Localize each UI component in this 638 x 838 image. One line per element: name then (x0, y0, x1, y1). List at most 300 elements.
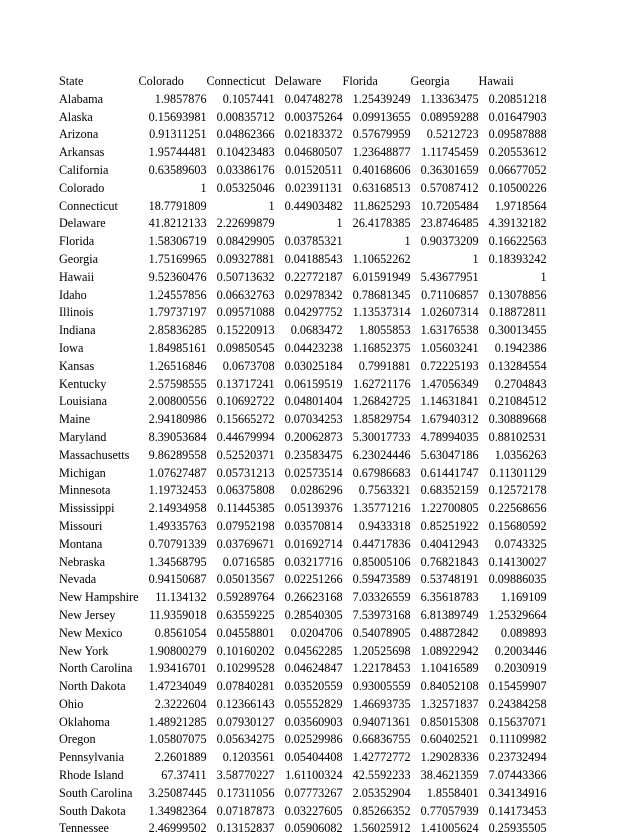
value-cell: 0.15220913 (216, 323, 275, 338)
value-cell: 0.04558801 (216, 625, 275, 640)
value-cell: 0.2003446 (494, 643, 547, 658)
value-cell: 1.46693735 (352, 696, 411, 711)
value-cell: 0.04423238 (284, 340, 343, 355)
value-cell: 2.57598555 (148, 376, 207, 391)
value-cell: 1.05807075 (148, 732, 207, 747)
value-cell: 0.2030919 (494, 661, 547, 676)
table-row (59, 429, 547, 447)
state-name-cell: Hawaii (59, 269, 95, 284)
table-row (59, 607, 547, 625)
table-row (59, 714, 547, 732)
value-cell: 0.0683472 (290, 323, 343, 338)
value-cell: 0.34134916 (488, 785, 547, 800)
table-row (59, 251, 547, 269)
value-cell: 0.03520559 (284, 679, 343, 694)
value-cell: 1.58306719 (148, 234, 207, 249)
state-name-cell: New Hampshire (59, 590, 139, 605)
value-cell: 0.0716585 (222, 554, 275, 569)
table-row (59, 643, 547, 661)
state-name-cell: Nebraska (59, 554, 106, 569)
state-name-cell: New Jersey (59, 607, 116, 622)
table-row (59, 625, 547, 643)
value-cell: 0.59289764 (216, 590, 275, 605)
state-name-cell: Pennsylvania (59, 750, 124, 765)
table-row (59, 340, 547, 358)
value-cell: 0.09850545 (216, 340, 275, 355)
value-cell: 0.04624847 (284, 661, 343, 676)
state-name-cell: Mississippi (59, 501, 115, 516)
value-cell: 0.11445385 (217, 501, 275, 516)
table-row (59, 358, 547, 376)
value-cell: 0.44679994 (216, 429, 275, 444)
value-cell: 0.13284554 (488, 358, 547, 373)
value-cell: 0.14130027 (488, 554, 547, 569)
value-cell: 0.40168606 (352, 162, 411, 177)
value-cell: 0.07034253 (284, 412, 343, 427)
value-cell: 0.07840281 (216, 679, 275, 694)
value-cell: 3.25087445 (148, 785, 207, 800)
state-name-cell: Missouri (59, 518, 103, 533)
value-cell: 0.1203561 (222, 750, 275, 765)
value-cell: 1 (200, 180, 207, 195)
value-cell: 1.67940312 (420, 412, 479, 427)
table-row (59, 144, 547, 162)
value-cell: 0.61441747 (420, 465, 479, 480)
value-cell: 7.03326559 (352, 590, 411, 605)
table-body (59, 91, 547, 838)
value-cell: 1 (472, 251, 479, 266)
value-cell: 41.8212133 (148, 216, 207, 231)
table-row (59, 322, 547, 340)
state-name-cell: Colorado (59, 180, 105, 195)
value-cell: 42.5592233 (352, 768, 411, 783)
state-name-cell: New York (59, 643, 109, 658)
value-cell: 0.7563321 (358, 483, 411, 498)
value-cell: 0.91311251 (149, 127, 207, 142)
state-name-cell: Kansas (59, 358, 95, 373)
value-cell: 1.24557856 (148, 287, 207, 302)
value-cell: 5.63047186 (420, 447, 479, 462)
value-cell: 0.08429905 (216, 234, 275, 249)
value-cell: 1.29028336 (420, 750, 479, 765)
value-cell: 2.94180986 (148, 412, 207, 427)
value-cell: 0.05013567 (216, 572, 275, 587)
value-cell: 0.10500226 (488, 180, 547, 195)
column-header-florida: Florida (342, 74, 378, 88)
value-cell: 0.18872811 (489, 305, 547, 320)
value-cell: 0.05731213 (216, 465, 275, 480)
value-cell: 23.8746485 (420, 216, 479, 231)
value-cell: 0.09571088 (216, 305, 275, 320)
value-cell: 0.14173453 (488, 803, 547, 818)
value-cell: 0.2704843 (494, 376, 547, 391)
value-cell: 0.15459907 (488, 679, 547, 694)
table-row (59, 91, 547, 109)
state-name-cell: Georgia (59, 251, 99, 266)
value-cell: 0.90373209 (420, 234, 479, 249)
value-cell: 1.16852375 (352, 340, 411, 355)
table-row (59, 287, 547, 305)
value-cell: 2.14934958 (148, 501, 207, 516)
value-cell: 4.39132182 (488, 216, 547, 231)
value-cell: 1.9857876 (154, 91, 207, 106)
state-name-cell: Massachusetts (59, 447, 130, 462)
value-cell: 0.04562285 (284, 643, 343, 658)
value-cell: 0.88102531 (488, 429, 547, 444)
state-name-cell: Nevada (59, 572, 97, 587)
state-name-cell: Arkansas (59, 145, 105, 160)
table-row (59, 518, 547, 536)
value-cell: 0.8561054 (154, 625, 207, 640)
table-row (59, 233, 547, 251)
column-header-connecticut: Connecticut (206, 74, 266, 88)
value-cell: 1.62721176 (353, 376, 411, 391)
value-cell: 0.04680507 (284, 145, 343, 160)
value-cell: 0.00835712 (216, 109, 275, 124)
table-row (59, 803, 547, 821)
value-cell: 0.05404408 (284, 750, 343, 765)
state-name-cell: Maine (59, 412, 91, 427)
value-cell: 0.57087412 (420, 180, 479, 195)
value-cell: 9.86289558 (148, 447, 207, 462)
state-name-cell: North Carolina (59, 661, 133, 676)
column-header-colorado: Colorado (138, 74, 184, 88)
table-row (59, 411, 547, 429)
table-row (59, 767, 547, 785)
value-cell: 1 (540, 269, 547, 284)
state-name-cell: South Carolina (59, 785, 133, 800)
value-cell: 5.30017733 (352, 429, 411, 444)
state-name-cell: Montana (59, 536, 103, 551)
value-cell: 0.089893 (500, 625, 547, 640)
value-cell: 1.49335763 (148, 518, 207, 533)
value-cell: 0.28540305 (284, 607, 343, 622)
value-cell: 10.7205484 (420, 198, 479, 213)
value-cell: 0.23732494 (488, 750, 547, 765)
value-cell: 0.59473589 (352, 572, 411, 587)
value-cell: 1.47234049 (148, 679, 207, 694)
value-cell: 1 (336, 216, 343, 231)
value-cell: 0.70791339 (148, 536, 207, 551)
value-cell: 1.20525698 (352, 643, 411, 658)
value-cell: 1.10652262 (352, 251, 411, 266)
value-cell: 0.94150687 (148, 572, 207, 587)
value-cell: 38.4621359 (420, 768, 479, 783)
value-cell: 0.02978342 (284, 287, 343, 302)
column-header-state: State (59, 74, 84, 88)
value-cell: 0.01647903 (488, 109, 547, 124)
value-cell: 0.53748191 (420, 572, 479, 587)
value-cell: 1.13363475 (420, 91, 479, 106)
table-row (59, 180, 547, 198)
value-cell: 1.42772772 (352, 750, 411, 765)
value-cell: 0.03025184 (284, 358, 343, 373)
value-cell: 0.03560903 (284, 714, 343, 729)
value-cell: 0.12572178 (488, 483, 547, 498)
value-cell: 0.02573514 (284, 465, 343, 480)
value-cell: 0.11109982 (489, 732, 547, 747)
value-cell: 1.02607314 (420, 305, 479, 320)
value-cell: 0.05139376 (284, 501, 343, 516)
value-cell: 0.57679959 (352, 127, 411, 142)
value-cell: 1.93416701 (148, 661, 207, 676)
column-header-delaware: Delaware (274, 74, 322, 88)
value-cell: 7.53973168 (352, 607, 411, 622)
value-cell: 0.09327881 (216, 251, 275, 266)
value-cell: 0.30889668 (488, 412, 547, 427)
value-cell: 0.10160202 (216, 643, 275, 658)
value-cell: 1 (404, 234, 411, 249)
value-cell: 0.15680592 (488, 518, 547, 533)
value-cell: 2.3222604 (154, 696, 207, 711)
value-cell: 1.41005624 (420, 821, 479, 836)
value-cell: 1.56025912 (352, 821, 411, 836)
value-cell: 1.25329664 (488, 607, 547, 622)
value-cell: 0.04297752 (284, 305, 343, 320)
value-cell: 0.00375264 (284, 109, 343, 124)
value-cell: 0.5212723 (426, 127, 479, 142)
value-cell: 0.71106857 (421, 287, 479, 302)
value-cell: 0.09886035 (488, 572, 547, 587)
state-name-cell: Iowa (59, 340, 84, 355)
state-name-cell: Minnesota (59, 483, 111, 498)
value-cell: 0.15637071 (488, 714, 547, 729)
value-cell: 1.90800279 (148, 643, 207, 658)
value-cell: 0.44903482 (284, 198, 343, 213)
table-row (59, 696, 547, 714)
value-cell: 1.08922942 (420, 643, 479, 658)
value-cell: 0.44717836 (352, 536, 411, 551)
value-cell: 0.22568656 (488, 501, 547, 516)
value-cell: 0.22772187 (284, 269, 343, 284)
state-name-cell: Maryland (59, 429, 107, 444)
value-cell: 1.14631841 (420, 394, 479, 409)
value-cell: 0.78681345 (352, 287, 411, 302)
value-cell: 0.85015308 (420, 714, 479, 729)
value-cell: 0.54078905 (352, 625, 411, 640)
table-row (59, 126, 547, 144)
value-cell: 1.26842725 (352, 394, 411, 409)
value-cell: 1.84985161 (148, 340, 207, 355)
value-cell: 1.47056349 (420, 376, 479, 391)
value-cell: 0.03227605 (284, 803, 343, 818)
value-cell: 0.09913655 (352, 109, 411, 124)
value-cell: 0.63589603 (148, 162, 207, 177)
value-cell: 1.61100324 (285, 768, 343, 783)
value-cell: 1.19732453 (148, 483, 207, 498)
value-cell: 0.02391131 (285, 180, 343, 195)
value-cell: 0.0673708 (222, 358, 275, 373)
state-name-cell: South Dakota (59, 803, 126, 818)
value-cell: 0.20062873 (284, 429, 343, 444)
value-cell: 0.63168513 (352, 180, 411, 195)
value-cell: 0.05325046 (216, 180, 275, 195)
value-cell: 0.84052108 (420, 679, 479, 694)
value-cell: 0.02529986 (284, 732, 343, 747)
value-cell: 0.93005559 (352, 679, 411, 694)
value-cell: 0.13078856 (488, 287, 547, 302)
value-cell: 1.75169965 (148, 251, 207, 266)
value-cell: 0.21084512 (488, 394, 547, 409)
value-cell: 2.05352904 (352, 785, 411, 800)
value-cell: 0.03769671 (216, 536, 275, 551)
value-cell: 0.03570814 (284, 518, 343, 533)
value-cell: 0.04188543 (284, 251, 343, 266)
value-cell: 0.08959288 (420, 109, 479, 124)
table-row (59, 304, 547, 322)
value-cell: 1.95744481 (148, 145, 207, 160)
state-name-cell: Kentucky (59, 376, 107, 391)
table-row (59, 749, 547, 767)
state-name-cell: Florida (59, 234, 95, 249)
state-name-cell: Oklahoma (59, 714, 110, 729)
table-row (59, 376, 547, 394)
value-cell: 0.94071361 (352, 714, 411, 729)
value-cell: 0.10692722 (216, 394, 275, 409)
value-cell: 1.23648877 (352, 145, 411, 160)
value-cell: 0.15693981 (148, 109, 207, 124)
value-cell: 0.85251922 (420, 518, 479, 533)
table-row (59, 589, 547, 607)
value-cell: 7.07443366 (488, 768, 547, 783)
value-cell: 1.85829754 (352, 412, 411, 427)
value-cell: 0.06677052 (488, 162, 547, 177)
value-cell: 0.23583475 (284, 447, 343, 462)
value-cell: 0.07952198 (216, 518, 275, 533)
value-cell: 0.48872842 (420, 625, 479, 640)
value-cell: 0.02251266 (284, 572, 343, 587)
value-cell: 0.66836755 (352, 732, 411, 747)
value-cell: 0.77057939 (420, 803, 479, 818)
value-cell: 0.76821843 (420, 554, 479, 569)
value-cell: 1.13537314 (352, 305, 411, 320)
value-cell: 1.48921285 (148, 714, 207, 729)
value-cell: 0.85266352 (352, 803, 411, 818)
table-row (59, 109, 547, 127)
value-cell: 6.01591949 (352, 269, 411, 284)
value-cell: 0.06159519 (284, 376, 343, 391)
value-cell: 0.20851218 (488, 91, 547, 106)
value-cell: 2.85836285 (148, 323, 207, 338)
value-cell: 0.0743325 (494, 536, 547, 551)
value-cell: 11.134132 (155, 590, 207, 605)
value-cell: 26.4178385 (352, 216, 411, 231)
value-cell: 0.12366143 (216, 696, 275, 711)
value-cell: 6.81389749 (420, 607, 479, 622)
value-cell: 6.35618783 (420, 590, 479, 605)
value-cell: 0.36301659 (420, 162, 479, 177)
value-cell: 0.63559225 (216, 607, 275, 622)
value-cell: 1.63176538 (420, 323, 479, 338)
value-cell: 1.9718564 (494, 198, 547, 213)
table-row (59, 660, 547, 678)
value-cell: 0.03217716 (284, 554, 343, 569)
value-cell: 0.15665272 (216, 412, 275, 427)
value-cell: 0.01692714 (284, 536, 343, 551)
table-row (59, 465, 547, 483)
value-cell: 6.23024446 (352, 447, 411, 462)
value-cell: 3.58770227 (216, 768, 275, 783)
value-cell: 8.39053684 (148, 429, 207, 444)
state-name-cell: Louisiana (59, 394, 108, 409)
value-cell: 0.1942386 (494, 340, 547, 355)
value-cell: 0.1057441 (222, 91, 275, 106)
value-cell: 9.52360476 (148, 269, 207, 284)
table-row (59, 785, 547, 803)
table-row (59, 447, 547, 465)
value-cell: 1.0356263 (494, 447, 547, 462)
state-name-cell: Indiana (59, 323, 96, 338)
value-cell: 0.05906082 (284, 821, 343, 836)
state-name-cell: North Dakota (59, 679, 126, 694)
value-cell: 0.11301129 (489, 465, 547, 480)
value-cell: 1.79737197 (148, 305, 207, 320)
state-name-cell: Ohio (59, 696, 84, 711)
value-cell: 0.06632763 (216, 287, 275, 302)
value-cell: 5.43677951 (420, 269, 479, 284)
value-cell: 1.10416589 (420, 661, 479, 676)
state-name-cell: Illinois (59, 305, 94, 320)
state-name-cell: Oregon (59, 732, 96, 747)
value-cell: 0.40412943 (420, 536, 479, 551)
value-cell: 1.8055853 (358, 323, 411, 338)
table-row (59, 554, 547, 572)
value-cell: 0.85005106 (352, 554, 411, 569)
table-row (59, 269, 547, 287)
value-cell: 0.52520371 (216, 447, 275, 462)
value-cell: 0.01520511 (285, 162, 343, 177)
value-cell: 0.20553612 (488, 145, 547, 160)
value-cell: 1.35771216 (352, 501, 411, 516)
state-name-cell: Delaware (59, 216, 106, 231)
value-cell: 0.06375808 (216, 483, 275, 498)
value-cell: 1.32571837 (420, 696, 479, 711)
state-name-cell: Arizona (59, 127, 99, 142)
value-cell: 0.67986683 (352, 465, 411, 480)
value-cell: 2.22699879 (216, 216, 275, 231)
value-cell: 2.46999502 (148, 821, 207, 836)
table-row (59, 482, 547, 500)
value-cell: 0.05634275 (216, 732, 275, 747)
table-row (59, 820, 547, 838)
value-cell: 0.07930127 (216, 714, 275, 729)
value-cell: 1.34982364 (148, 803, 207, 818)
value-cell: 1.26516846 (148, 358, 207, 373)
state-name-cell: Michigan (59, 465, 106, 480)
value-cell: 0.07773267 (284, 785, 343, 800)
value-cell: 1.22700805 (420, 501, 479, 516)
value-cell: 0.13152837 (216, 821, 275, 836)
value-cell: 0.50713632 (216, 269, 275, 284)
state-name-cell: Rhode Island (59, 768, 124, 783)
table-row (59, 731, 547, 749)
value-cell: 67.37411 (161, 768, 207, 783)
value-cell: 1 (268, 198, 275, 213)
value-cell: 0.0286296 (290, 483, 343, 498)
table-row (59, 393, 547, 411)
value-cell: 0.18393242 (488, 251, 547, 266)
table-row (59, 215, 547, 233)
value-cell: 1.34568795 (148, 554, 207, 569)
value-cell: 0.03386176 (216, 162, 275, 177)
value-cell: 1.22178453 (352, 661, 411, 676)
value-cell: 1.07627487 (148, 465, 207, 480)
value-cell: 0.26623168 (284, 590, 343, 605)
column-header-georgia: Georgia (410, 74, 450, 88)
table-row (59, 162, 547, 180)
value-cell: 1.8558401 (426, 785, 479, 800)
value-cell: 0.7991881 (358, 358, 411, 373)
